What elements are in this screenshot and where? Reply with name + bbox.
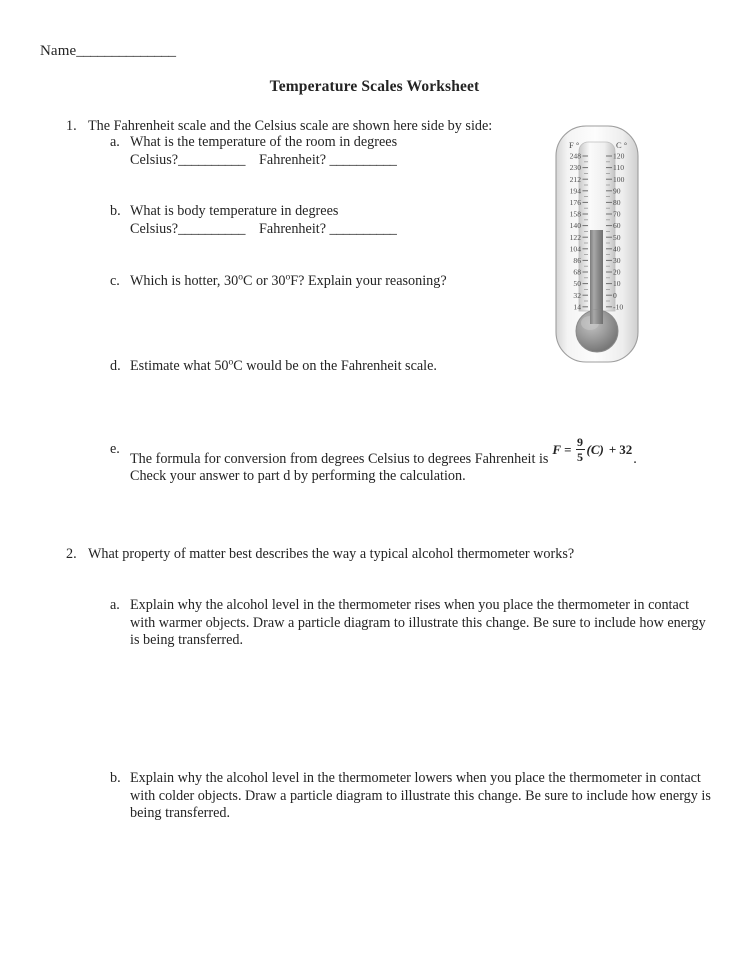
- degree-symbol-icon: o: [228, 357, 234, 368]
- fahrenheit-tick-label: 212: [569, 174, 581, 184]
- question-1c-body: [130, 273, 530, 291]
- formula-denominator: 5: [577, 450, 584, 465]
- question-1e-marker: e.: [110, 441, 120, 457]
- question-1c-text-after: F? Explain your reasoning?: [290, 273, 447, 289]
- question-1d: [110, 358, 530, 376]
- question-1e-text-before: The formula for conversion from degrees Celsius to degrees Fahrenheit is: [130, 450, 549, 467]
- question-1-marker: 1.: [66, 118, 77, 134]
- question-1e-body: [130, 435, 710, 486]
- question-1: [66, 118, 566, 136]
- question-1d-text-after: C would be on the Fahrenheit scale.: [233, 358, 437, 374]
- celsius-tick-label: 90: [613, 186, 621, 196]
- question-1a-body: [130, 134, 510, 169]
- name-blank-line[interactable]: ______________: [76, 43, 176, 59]
- celsius-tick-label: 70: [613, 209, 621, 219]
- formula-numerator: 9: [577, 435, 584, 449]
- question-2b-text: Explain why the alcohol level in the thermometer lowers when you place the thermometer in contact with colder objects. Draw a particle diagram to illustrate this change. Be sure to include how energy is being transferred.: [130, 770, 711, 821]
- fahrenheit-tick-label: 122: [569, 232, 581, 242]
- fahrenheit-tick-label: 104: [569, 244, 581, 254]
- thermometer-svg: [548, 124, 646, 364]
- question-1c-text-mid: C or 30: [242, 273, 286, 289]
- question-1a-fahrenheit-blank[interactable]: __________: [329, 151, 397, 168]
- fahrenheit-tick-label: 50: [573, 279, 581, 289]
- formula-constant: 32: [619, 441, 633, 457]
- fahrenheit-tick-label: 86: [573, 256, 581, 265]
- question-1a-line1: What is the temperature of the room in degrees: [130, 134, 398, 150]
- formula-plus: +: [608, 441, 617, 457]
- question-1-text: The Fahrenheit scale and the Celsius scale are shown here side by side:: [88, 118, 493, 134]
- celsius-tick-label: 100: [613, 174, 625, 184]
- question-1b-line1: What is body temperature in degrees: [130, 203, 339, 219]
- celsius-tick-label: 0: [613, 290, 617, 300]
- fahrenheit-tick-label: 32: [573, 290, 581, 300]
- celsius-tick-label: 60: [613, 221, 621, 231]
- celsius-header-label: C °: [616, 140, 628, 150]
- formula-fraction: [576, 436, 585, 463]
- question-1a: [110, 134, 510, 169]
- question-1a-marker: a.: [110, 134, 120, 150]
- name-field-row: [40, 43, 176, 60]
- question-1b-fahrenheit-blank[interactable]: __________: [329, 220, 397, 237]
- fahrenheit-tick-label: 194: [569, 186, 581, 196]
- question-1c-text-before: Which is hotter, 30: [130, 273, 239, 289]
- celsius-tick-label: -10: [613, 302, 624, 312]
- mercury-column: [590, 230, 603, 322]
- fahrenheit-tick-label: 176: [569, 198, 581, 207]
- question-1c-marker: c.: [110, 273, 120, 289]
- fahrenheit-tick-label: 14: [573, 302, 581, 312]
- question-1d-marker: d.: [110, 358, 121, 374]
- question-1a-celsius-label: Celsius?: [130, 151, 179, 168]
- celsius-tick-label: 120: [613, 151, 625, 161]
- question-2a: [110, 597, 717, 650]
- formula-equals: =: [564, 441, 572, 457]
- celsius-tick-label: 80: [613, 198, 621, 207]
- celsius-tick-label: 50: [613, 232, 621, 242]
- question-1b: [110, 203, 510, 238]
- question-1a-celsius-blank[interactable]: __________: [178, 151, 246, 168]
- question-1b-marker: b.: [110, 203, 121, 219]
- celsius-tick-label: 40: [613, 244, 621, 254]
- formula-variable: F: [552, 441, 562, 457]
- question-2-text: What property of matter best describes the way a typical alcohol thermometer works?: [88, 546, 575, 562]
- celsius-tick-label: 10: [613, 279, 621, 289]
- celsius-tick-label: 20: [613, 267, 621, 277]
- question-1d-text-before: Estimate what 50: [130, 358, 229, 374]
- question-1b-body: [130, 203, 510, 238]
- fahrenheit-tick-label: 248: [569, 151, 581, 161]
- conversion-formula: [552, 436, 632, 463]
- question-2b: [110, 770, 717, 823]
- bulb-neck: [590, 310, 603, 324]
- degree-symbol-icon: o: [285, 272, 291, 283]
- fahrenheit-header-label: F °: [569, 140, 580, 150]
- question-2a-text: Explain why the alcohol level in the thermometer rises when you place the thermometer in contact with warmer objects. Draw a particle diagram to illustrate this change. Be sure to include how energy is being transferred.: [130, 597, 706, 648]
- formula-argument: (C): [586, 441, 604, 457]
- thermometer-image: [548, 124, 646, 364]
- question-2-marker: 2.: [66, 546, 77, 562]
- question-1a-fahrenheit-label: Fahrenheit?: [259, 151, 326, 168]
- name-label: Name: [40, 43, 77, 59]
- celsius-tick-label: 110: [613, 163, 625, 173]
- question-1b-celsius-blank[interactable]: __________: [178, 220, 246, 237]
- fahrenheit-tick-label: 68: [573, 267, 581, 277]
- fahrenheit-tick-label: 230: [569, 163, 581, 173]
- question-1b-celsius-label: Celsius?: [130, 220, 179, 237]
- question-2: [66, 546, 726, 564]
- question-1b-fahrenheit-label: Fahrenheit?: [259, 220, 326, 237]
- question-1d-body: [130, 358, 530, 376]
- question-2a-marker: a.: [110, 597, 120, 613]
- question-1e: [110, 435, 710, 486]
- fahrenheit-tick-label: 158: [569, 209, 581, 219]
- page-title: Temperature Scales Worksheet: [269, 78, 480, 95]
- fahrenheit-tick-label: 140: [569, 221, 581, 231]
- question-2b-marker: b.: [110, 770, 121, 786]
- question-1e-line2: Check your answer to part d by performing the calculation.: [130, 468, 466, 485]
- question-1e-text-after: .: [633, 450, 637, 467]
- degree-symbol-icon: o: [238, 272, 243, 283]
- question-1c: [110, 273, 530, 291]
- celsius-tick-label: 30: [613, 256, 621, 265]
